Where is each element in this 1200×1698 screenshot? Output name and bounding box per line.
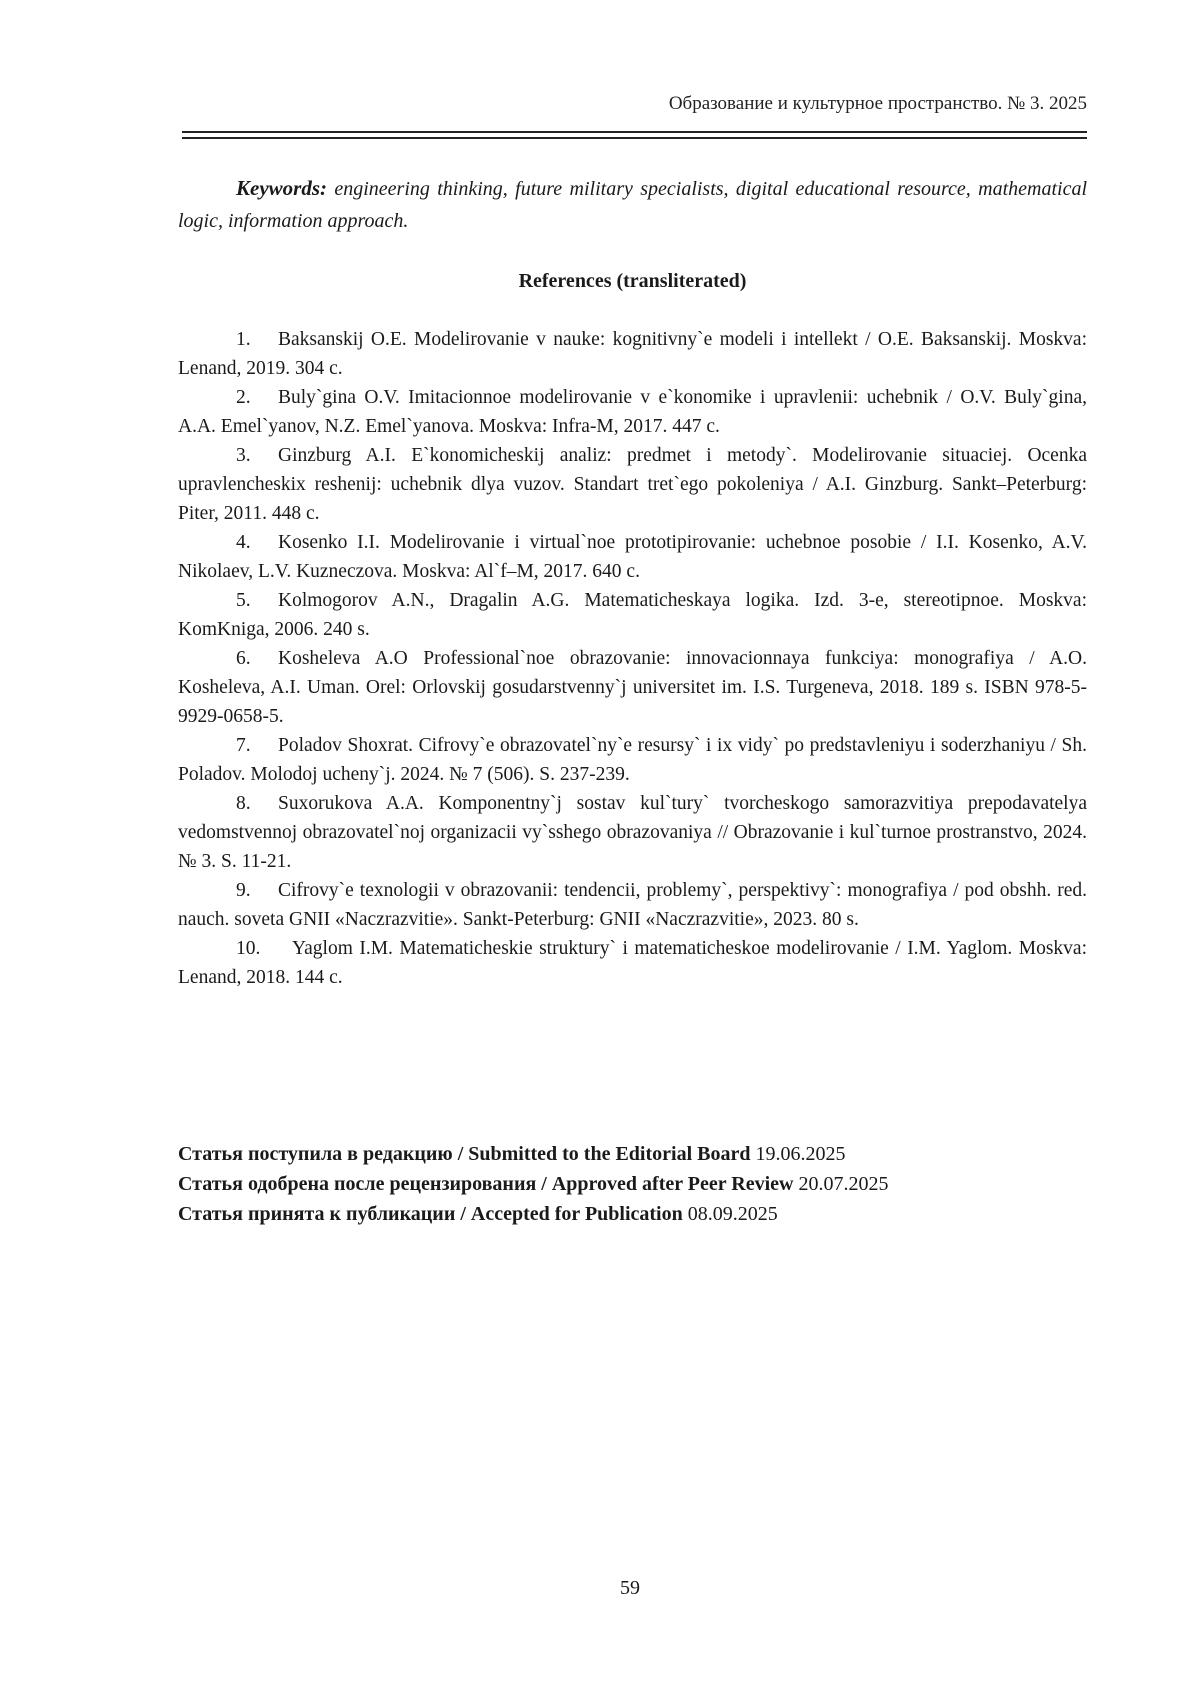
- reference-text: Buly`gina O.V. Imitacionnoe modelirovanie v e`konomike i upravlenii: uchebnik / O.V. Buly`gina, A.A. Emel`yanov, N.Z. Emel`yanova. Moskva: Infra-M, 2017. 447 c.: [178, 387, 1087, 437]
- reference-text: Baksanskij O.E. Modelirovanie v nauke: kognitivny`e modeli i intellekt / O.E. Baksanskij. Moskva: Lenand, 2019. 304 c.: [178, 329, 1087, 379]
- reference-item: [178, 441, 1087, 528]
- reference-item: [178, 528, 1087, 586]
- submitted-line: [178, 1139, 1087, 1169]
- accepted-date: 08.09.2025: [687, 1203, 778, 1225]
- keywords-label: Keywords:: [236, 176, 327, 200]
- accepted-label: Статья принята к публикации / Accepted for Publication: [178, 1203, 683, 1225]
- keywords-paragraph: [178, 172, 1087, 237]
- submitted-label: Статья поступила в редакцию / Submitted to the Editorial Board: [178, 1143, 751, 1165]
- reference-number: 10.: [236, 938, 261, 959]
- reference-text: Kosheleva A.O Professional`noe obrazovanie: innovacionnaya funkciya: monografiya / A.O. Kosheleva, A.I. Uman. Orel: Orlovskij gosudarstvenny`j universitet im. I.S. Turgeneva, 2018. 189 s. ISBN 978-5-9929-0658-5.: [178, 648, 1087, 727]
- reference-number: 7.: [236, 735, 251, 756]
- header-rule-bottom: [182, 137, 1087, 139]
- keywords-text: engineering thinking, future military specialists, digital educational resource, mathematical logic, information approach.: [178, 178, 1087, 232]
- running-header: Образование и культурное пространство. № 3. 2025: [668, 93, 1087, 114]
- reference-number: 3.: [236, 445, 251, 466]
- reference-item: [178, 586, 1087, 644]
- approved-date: 20.07.2025: [798, 1173, 889, 1195]
- reference-number: 4.: [236, 532, 251, 553]
- reference-item: [178, 789, 1087, 876]
- reference-item: [178, 644, 1087, 731]
- reference-item: [178, 383, 1087, 441]
- approved-label: Статья одобрена после рецензирования / Approved after Peer Review: [178, 1173, 794, 1195]
- page-number: 59: [620, 1577, 640, 1599]
- reference-number: 5.: [236, 590, 251, 611]
- header-rule-top: [182, 131, 1087, 133]
- reference-number: 9.: [236, 880, 251, 901]
- reference-text: Kolmogorov A.N., Dragalin A.G. Matematicheskaya logika. Izd. 3-e, stereotipnoe. Moskva: KomKniga, 2006. 240 s.: [178, 590, 1087, 640]
- reference-text: Suxorukova A.A. Komponentny`j sostav kul`tury` tvorcheskogo samorazvitiya prepodavatelya vedomstvennoj obrazovatel`noj organizacii vy`sshego obrazovaniya // Obrazovanie i kul`turnoe prostranstvo, 2024. № 3. S. 11-21.: [178, 793, 1087, 872]
- accepted-line: [178, 1199, 1087, 1229]
- references-list: [178, 325, 1087, 992]
- reference-text: Kosenko I.I. Modelirovanie i virtual`noe prototipirovanie: uchebnoe posobie / I.I. Kosenko, A.V. Nikolaev, L.V. Kuzneczova. Moskva: Al`f–M, 2017. 640 c.: [178, 532, 1087, 582]
- reference-text: Poladov Shoxrat. Cifrovy`e obrazovatel`ny`e resursy` i ix vidy` po predstavleniyu i soderzhaniyu / Sh. Poladov. Molodoj ucheny`j. 2024. № 7 (506). S. 237-239.: [178, 735, 1087, 785]
- approved-line: [178, 1169, 1087, 1199]
- reference-item: [178, 876, 1087, 934]
- references-title: References (transliterated): [518, 270, 747, 292]
- submitted-date: 19.06.2025: [755, 1143, 846, 1165]
- reference-item: [178, 325, 1087, 383]
- reference-number: 6.: [236, 648, 251, 669]
- reference-text: Cifrovy`e texnologii v obrazovanii: tendencii, problemy`, perspektivy`: monografiya / pod obshh. red. nauch. soveta GNII «Naczrazvitie». Sankt-Peterburg: GNII «Naczrazvitie», 2023. 80 s.: [178, 880, 1087, 930]
- reference-number: 8.: [236, 793, 251, 814]
- article-dates: [178, 1139, 1087, 1229]
- reference-text: Ginzburg A.I. E`konomicheskij analiz: predmet i metody`. Modelirovanie situaciej. Ocenka upravlencheskix reshenij: uchebnik dlya vuzov. Standart tret`ego pokoleniya / A.I. Ginzburg. Sankt–Peterburg: Piter, 2011. 448 c.: [178, 445, 1087, 524]
- reference-item: [178, 934, 1087, 992]
- reference-item: [178, 731, 1087, 789]
- reference-number: 2.: [236, 387, 251, 408]
- reference-number: 1.: [236, 329, 251, 350]
- reference-text: Yaglom I.M. Matematicheskie struktury` i matematicheskoe modelirovanie / I.M. Yaglom. Moskva: Lenand, 2018. 144 c.: [178, 938, 1087, 988]
